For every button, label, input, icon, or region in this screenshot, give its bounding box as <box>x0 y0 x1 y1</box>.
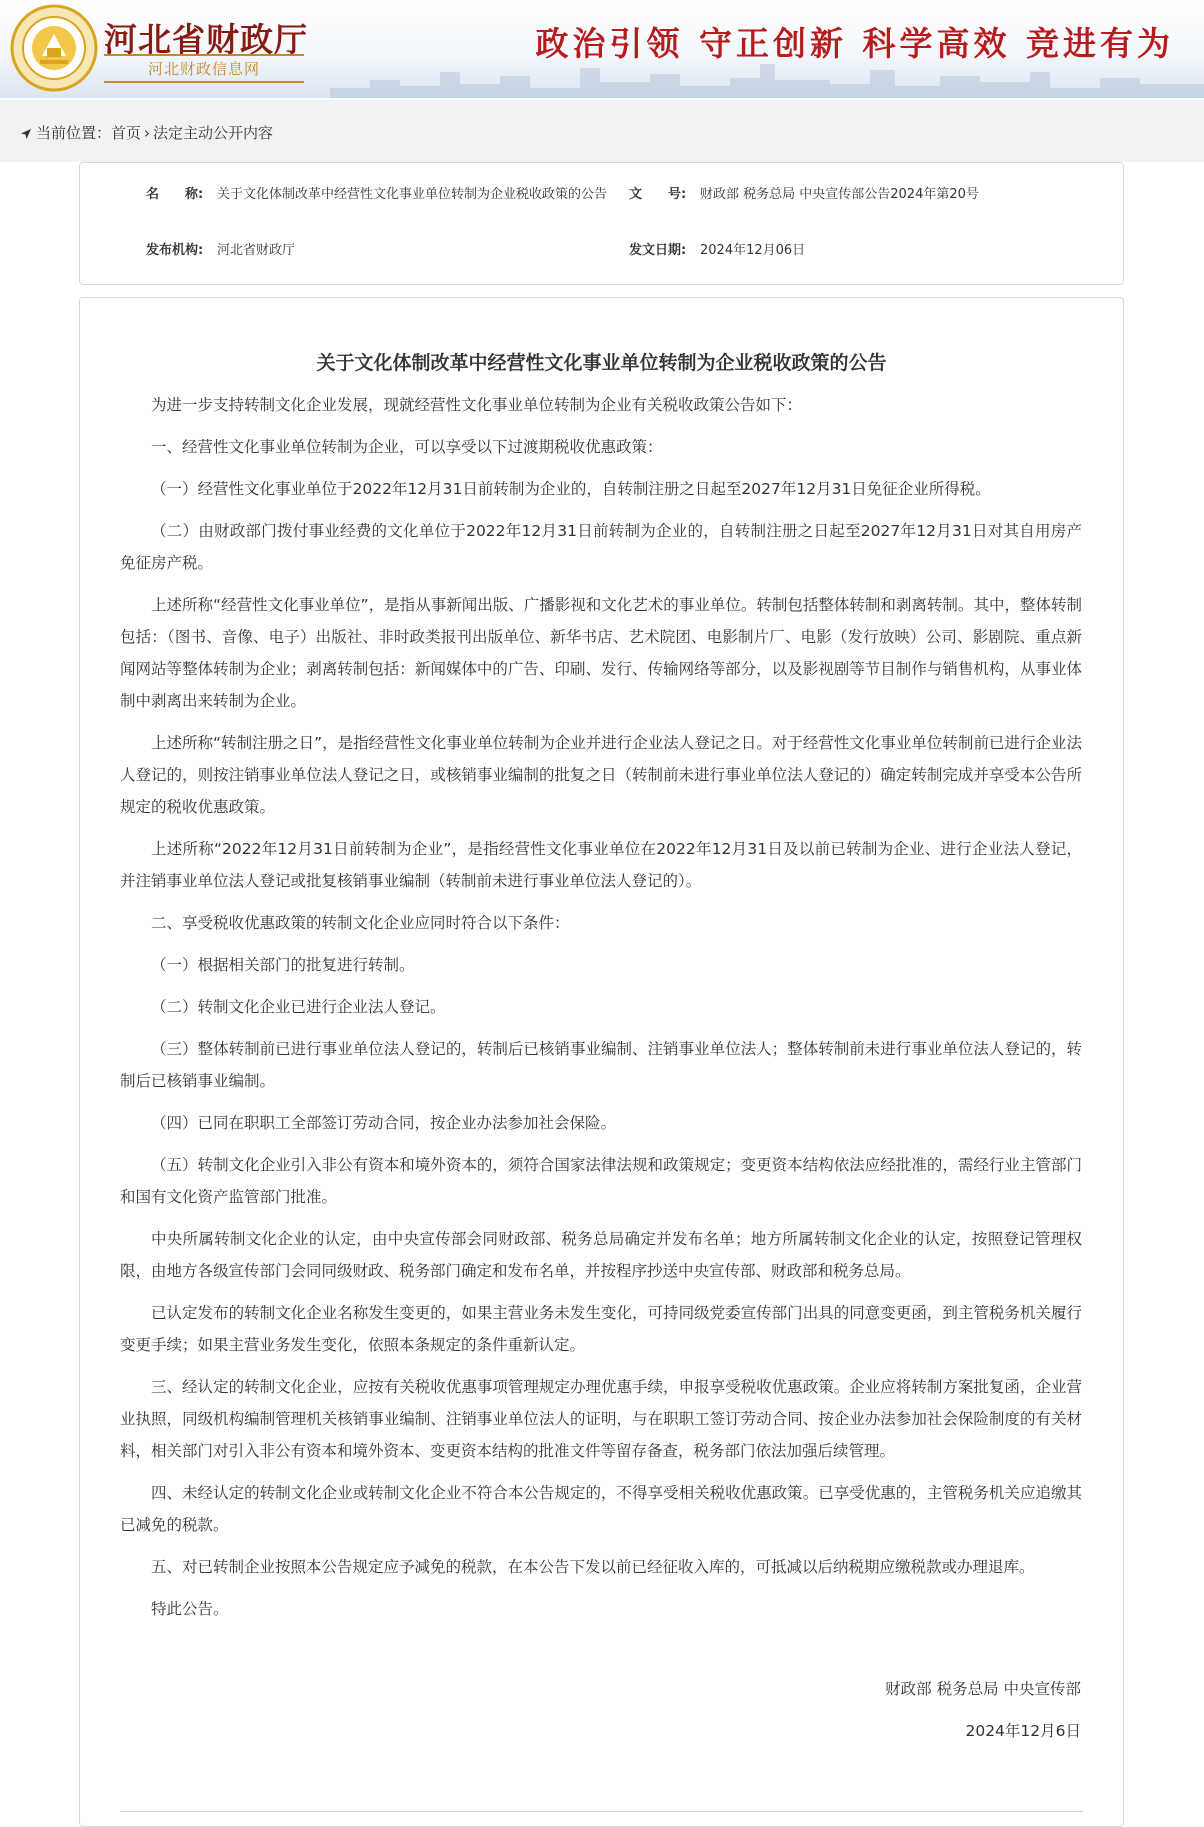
location-arrow-icon <box>20 126 32 144</box>
document-paragraph: （三）整体转制前已进行事业单位法人登记的，转制后已核销事业编制、注销事业单位法人；整体转制前未进行事业单位法人登记的，转制后已核销事业编制。 <box>120 1040 1082 1090</box>
logo-emblem-icon <box>10 4 98 92</box>
meta-date-label: 发文日期: <box>629 243 687 258</box>
document-paragraph: 五、对已转制企业按照本公告规定应予减免的税款，在本公告下发以前已经征收入库的，可抵减以后纳税期应缴税款或办理退库。 <box>151 1558 1035 1576</box>
breadcrumb-current-link[interactable]: 法定主动公开内容 <box>153 124 274 142</box>
document-paragraph: （一）经营性文化事业单位于2022年12月31日前转制为企业的，自转制注册之日起至2027年12月31日免征企业所得税。 <box>151 480 991 498</box>
breadcrumb-home-link[interactable]: 首页 <box>111 124 142 142</box>
document-paragraph: 上述所称“转制注册之日”，是指经营性文化事业单位转制为企业并进行企业法人登记之日。对于经营性文化事业单位转制前已进行企业法人登记的，则按注销事业单位法人登记之日，或核销事业编制的批复之日（转制前未进行事业单位法人登记的）确定转制完成并享受本公告所规定的税收优惠政策。 <box>120 734 1082 816</box>
document-paragraph: 特此公告。 <box>151 1600 229 1618</box>
document-paragraph: 上述所称“2022年12月31日前转制为企业”，是指经营性文化事业单位在2022年12月31日及以前已转制为企业、进行企业法人登记，并注销事业单位法人登记或批复核销事业编制（转制前未进行事业单位法人登记的）。 <box>120 840 1082 890</box>
document-paragraph: （四）已同在职职工全部签订劳动合同，按企业办法参加社会保险。 <box>151 1114 617 1132</box>
document-paragraph: （二）由财政部门拨付事业经费的文化单位于2022年12月31日前转制为企业的，自转制注册之日起至2027年12月31日对其自用房产免征房产税。 <box>120 522 1082 572</box>
meta-docno-label: 文 号: <box>629 187 687 202</box>
site-subtitle: 河北财政信息网 <box>104 54 304 83</box>
header-slogan: 政治引领 守正创新 科学高效 竞进有为 <box>535 24 1174 63</box>
document-paragraph: 四、未经认定的转制文化企业或转制文化企业不符合本公告规定的，不得享受相关税收优惠政策。已享受优惠的，主管税务机关应追缴其已减免的税款。 <box>120 1484 1082 1534</box>
document-paragraph: 三、经认定的转制文化企业，应按有关税收优惠事项管理规定办理优惠手续，申报享受税收优惠政策。企业应将转制方案批复函，企业营业执照，同级机构编制管理机关核销事业编制、注销事业单位法人的证明，与在职职工签订劳动合同、按企业办法参加社会保险制度的有关材料，相关部门对引入非公有资本和境外资本、变更资本结构的批准文件等留存备查，税务部门依法加强后续管理。 <box>120 1378 1082 1460</box>
document-paragraph: （五）转制文化企业引入非公有资本和境外资本的，须符合国家法律法规和政策规定；变更资本结构依法应经批准的，需经行业主管部门和国有文化资产监管部门批准。 <box>120 1156 1082 1206</box>
breadcrumb-label: 当前位置： <box>36 124 112 142</box>
site-name: 河北省财政厅 <box>104 20 308 59</box>
document-body <box>120 389 1082 1635</box>
meta-docno-value: 财政部 税务总局 中央宣传部公告2024年第20号 <box>700 187 979 202</box>
meta-publisher-label: 发布机构: <box>146 243 204 258</box>
meta-name-label: 名 称: <box>146 187 204 202</box>
breadcrumb <box>20 122 273 144</box>
bottom-divider <box>120 1811 1083 1812</box>
document-meta-box <box>79 162 1124 285</box>
meta-publisher-value: 河北省财政厅 <box>217 243 296 258</box>
document-paragraph: 上述所称“经营性文化事业单位”，是指从事新闻出版、广播影视和文化艺术的事业单位。转制包括整体转制和剥离转制。其中，整体转制包括：（图书、音像、电子）出版社、非时政类报刊出版单位、新华书店、艺术院团、电影制片厂、电影（发行放映）公司、影剧院、重点新闻网站等整体转制为企业；剥离转制包括：新闻媒体中的广告、印刷、发行、传输网络等部分，以及影视剧等节目制作与销售机构，从事业体制中剥离出来转制为企业。 <box>120 596 1082 710</box>
breadcrumb-bar <box>0 100 1204 162</box>
meta-date-value: 2024年12月06日 <box>700 243 806 258</box>
meta-name-value: 关于文化体制改革中经营性文化事业单位转制为企业税收政策的公告 <box>217 187 608 202</box>
document-paragraph: 为进一步支持转制文化企业发展，现就经营性文化事业单位转制为企业有关税收政策公告如下： <box>151 396 803 414</box>
document-paragraph: 已认定发布的转制文化企业名称发生变更的，如果主营业务未发生变化，可持同级党委宣传部门出具的同意变更函，到主管税务机关履行变更手续；如果主营业务发生变化，依照本条规定的条件重新认定。 <box>120 1304 1082 1354</box>
document-paragraph: 一、经营性文化事业单位转制为企业，可以享受以下过渡期税收优惠政策： <box>151 438 663 456</box>
document-paragraph: 中央所属转制文化企业的认定，由中央宣传部会同财政部、税务总局确定并发布名单；地方所属转制文化企业的认定，按照登记管理权限，由地方各级宣传部门会同同级财政、税务部门确定和发布名单，并按程序抄送中央宣传部、财政部和税务总局。 <box>120 1230 1082 1280</box>
site-header <box>0 0 1204 98</box>
document-title: 关于文化体制改革中经营性文化事业单位转制为企业税收政策的公告 <box>316 352 887 374</box>
document-signatory: 财政部 税务总局 中央宣传部 <box>885 1680 1081 1698</box>
document-paragraph: （二）转制文化企业已进行企业法人登记。 <box>151 998 446 1016</box>
breadcrumb-separator-icon: › <box>144 124 151 142</box>
document-paragraph: 二、享受税收优惠政策的转制文化企业应同时符合以下条件： <box>151 914 570 932</box>
document-paragraph: （一）根据相关部门的批复进行转制。 <box>151 956 415 974</box>
document-content-box <box>79 297 1124 1827</box>
document-sign-date: 2024年12月6日 <box>965 1722 1081 1740</box>
